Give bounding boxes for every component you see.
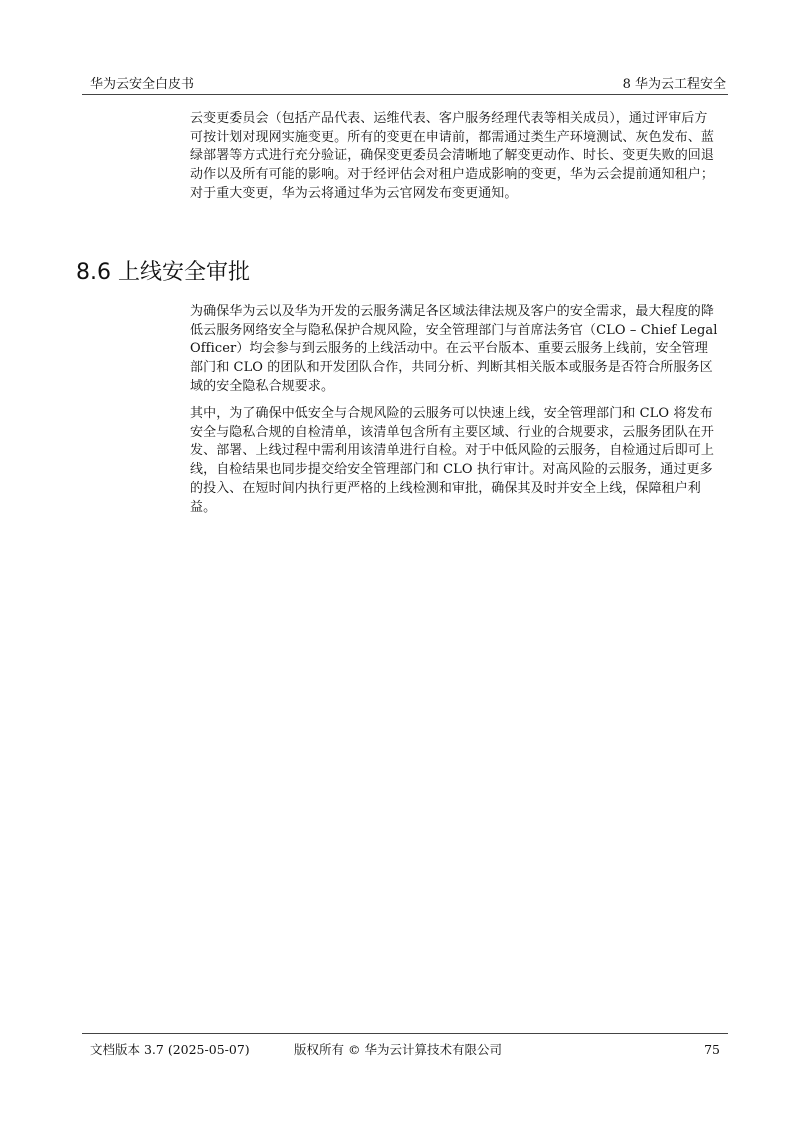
section-paragraph-2: 其中，为了确保中低安全与合规风险的云服务可以快速上线，安全管理部门和 CLO 将发布安全与隐私合规的自检清单，该清单包含所有主要区域、行业的合规要求，云服务团队在开发、部署、上线过程中需利用该清单进行自检。对于中低风险的云服务，自检通过后即可上线，自检结果也同步提交给安全管理部门和 CLO 执行审计。对高风险的云服务，通过更多的投入、在短时间内执行更严格的上线检测和审批，确保其及时并安全上线，保障租户利益。: [190, 406, 715, 515]
intro-paragraph: 云变更委员会（包括产品代表、运维代表、客户服务经理代表等相关成员），通过评审后方可按计划对现网实施变更。所有的变更在申请前，都需通过类生产环境测试、灰色发布、蓝绿部署等方式进行充分验证，确保变更委员会清晰地了解变更动作、时长、变更失败的回退动作以及所有可能的影响。对于经评估会对租户造成影响的变更，华为云会提前通知租户；对于重大变更，华为云将通过华为云官网发布变更通知。: [190, 111, 715, 201]
page-footer: [82, 1033, 728, 1057]
page-header: [82, 76, 728, 95]
section-paragraph-1: 为确保华为云以及华为开发的云服务满足各区域法律法规及客户的安全需求，最大程度的降低云服务网络安全与隐私保护合规风险，安全管理部门与首席法务官（CLO – Chief Legal Officer）均会参与到云服务的上线活动中。在云平台版本、重要云服务上线前，安全管理部门和 CLO 的团队和开发团队合作，共同分析、判断其相关版本或服务是否符合所服务区域的安全隐私合规要求。: [190, 304, 718, 394]
section-body: [190, 303, 718, 397]
intro-block: [190, 110, 718, 204]
section-body-2: [190, 405, 718, 517]
header-chapter: 8 华为云工程安全: [622, 77, 726, 92]
footer-copyright: 版权所有 © 华为云计算技术有限公司: [294, 1042, 502, 1057]
footer-version: 文档版本 3.7 (2025-05-07): [90, 1042, 250, 1057]
page-number: 75: [704, 1042, 720, 1057]
section-title: 8.6 上线安全审批: [76, 260, 250, 285]
header-doc-title: 华为云安全白皮书: [90, 77, 195, 92]
